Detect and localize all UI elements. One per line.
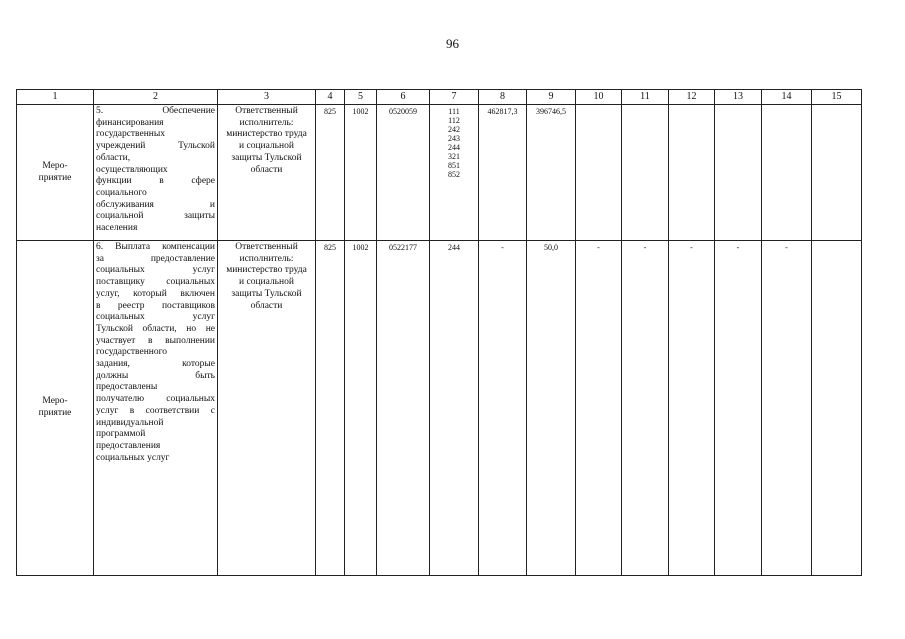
executor-cell xyxy=(218,241,316,576)
event-type-line: приятие xyxy=(38,172,72,183)
amount-cell: - xyxy=(576,241,622,576)
executor-line: и социальной xyxy=(239,141,294,152)
amount-cell: - xyxy=(622,241,669,576)
ministry-code-cell: 825 xyxy=(316,241,345,576)
header-cell: 6 xyxy=(377,90,430,105)
executor-cell xyxy=(218,105,316,241)
event-name-line: индивидуальной xyxy=(96,417,164,428)
event-name-line: услуг в соответствии с xyxy=(96,405,215,416)
amount-cell: - xyxy=(479,241,527,576)
executor-line: Ответственный xyxy=(235,242,298,252)
amount-cell xyxy=(812,241,862,576)
header-cell: 5 xyxy=(345,90,377,105)
executor-line: Ответственный xyxy=(235,106,298,116)
expense-type-code: 244 xyxy=(448,143,460,152)
amount-cell xyxy=(812,105,862,241)
event-name-line: поставщику социальных xyxy=(96,277,215,288)
expense-type-code: 111 xyxy=(448,107,460,116)
target-article-cell: 0522177 xyxy=(377,241,430,576)
header-cell: 4 xyxy=(316,90,345,105)
expense-type-code: 851 xyxy=(448,161,460,170)
amount-cell xyxy=(762,105,812,241)
amount-cell xyxy=(715,105,762,241)
target-article-cell: 0520059 xyxy=(377,105,430,241)
amount-cell: - xyxy=(715,241,762,576)
event-name-line: участвует в выполнении xyxy=(96,335,215,346)
amount-cell xyxy=(576,105,622,241)
header-cell: 12 xyxy=(669,90,715,105)
header-cell: 2 xyxy=(94,90,218,105)
event-type-cell xyxy=(17,241,94,576)
event-name-line: должны быть xyxy=(96,370,215,381)
event-name-line: за предоставление xyxy=(96,253,215,264)
expense-type-cell xyxy=(430,241,479,576)
event-name-line: 6. Выплата компенсации xyxy=(96,242,215,252)
section-code-cell: 1002 xyxy=(345,241,377,576)
executor-line: области xyxy=(250,164,283,175)
event-name-line: государственного xyxy=(96,347,168,358)
executor-line: министерство труда xyxy=(226,129,307,140)
event-name-line: социальных услуг xyxy=(96,265,215,276)
amount-cell: 50,0 xyxy=(527,241,576,576)
amount-cell xyxy=(622,105,669,241)
ministry-code-cell: 825 xyxy=(316,105,345,241)
event-name-cell xyxy=(94,241,218,576)
event-name-line: государственных xyxy=(96,129,166,140)
executor-line: министерство труда xyxy=(226,265,307,276)
event-name-line: населения xyxy=(96,223,138,234)
expense-type-code: 852 xyxy=(448,170,460,179)
table-header-row xyxy=(17,90,862,105)
event-name-line: социальных услуг xyxy=(96,312,215,323)
event-name-line: задания, которые xyxy=(96,359,215,370)
header-cell: 3 xyxy=(218,90,316,105)
event-name-line: получателю социальных xyxy=(96,394,215,405)
expense-type-code: 243 xyxy=(448,134,460,143)
executor-line: защиты Тульской xyxy=(231,288,302,299)
table-row xyxy=(17,241,862,576)
budget-table xyxy=(16,89,862,576)
event-name-line: 5. Обеспечение xyxy=(96,106,215,116)
event-type-cell xyxy=(17,105,94,241)
header-cell: 11 xyxy=(622,90,669,105)
event-name-line: услуг, который включен xyxy=(96,288,215,299)
header-cell: 7 xyxy=(430,90,479,105)
amount-cell: 396746,5 xyxy=(527,105,576,241)
header-cell: 10 xyxy=(576,90,622,105)
section-code-cell: 1002 xyxy=(345,105,377,241)
header-cell: 9 xyxy=(527,90,576,105)
event-name-line: осуществляющих xyxy=(96,164,168,175)
executor-line: области xyxy=(250,300,283,311)
page-number: 96 xyxy=(446,36,459,51)
executor-line: и социальной xyxy=(239,277,294,288)
event-name-line: программой xyxy=(96,429,146,440)
executor-line: исполнитель: xyxy=(239,117,294,128)
event-name-line: финансирования xyxy=(96,117,164,128)
header-cell: 14 xyxy=(762,90,812,105)
expense-type-code: 321 xyxy=(448,152,460,161)
event-name-line: области, xyxy=(96,152,131,163)
event-name-line: социальных услуг xyxy=(96,452,170,463)
header-cell: 15 xyxy=(812,90,862,105)
executor-line: исполнитель: xyxy=(239,253,294,264)
amount-cell: - xyxy=(669,241,715,576)
event-name-line: социального xyxy=(96,187,147,198)
event-type-line: Меро- xyxy=(42,160,68,171)
event-name-line: учреждений Тульской xyxy=(96,141,215,152)
event-name-line: функции в сфере xyxy=(96,176,215,187)
event-name-cell xyxy=(94,105,218,241)
event-name-line: предоставления xyxy=(96,440,161,451)
header-cell: 1 xyxy=(17,90,94,105)
header-cell: 8 xyxy=(479,90,527,105)
table-row xyxy=(17,105,862,241)
event-name-line: в реестр поставщиков xyxy=(96,300,215,311)
event-name-line: обслуживания и xyxy=(96,199,215,210)
expense-type-code: 242 xyxy=(448,125,460,134)
event-name-line: социальной защиты xyxy=(96,211,215,222)
event-type-line: приятие xyxy=(38,408,72,418)
expense-type-code: 112 xyxy=(448,116,460,125)
amount-cell: 462817,3 xyxy=(479,105,527,241)
executor-line: защиты Тульской xyxy=(231,152,302,163)
header-cell: 13 xyxy=(715,90,762,105)
amount-cell: - xyxy=(762,241,812,576)
event-name-line: предоставлены xyxy=(96,382,158,393)
amount-cell xyxy=(669,105,715,241)
event-name-line: Тульской области, но не xyxy=(96,323,215,334)
expense-type-cell xyxy=(430,105,479,241)
expense-type-code: 244 xyxy=(448,243,460,252)
event-type-line: Меро- xyxy=(42,396,68,407)
